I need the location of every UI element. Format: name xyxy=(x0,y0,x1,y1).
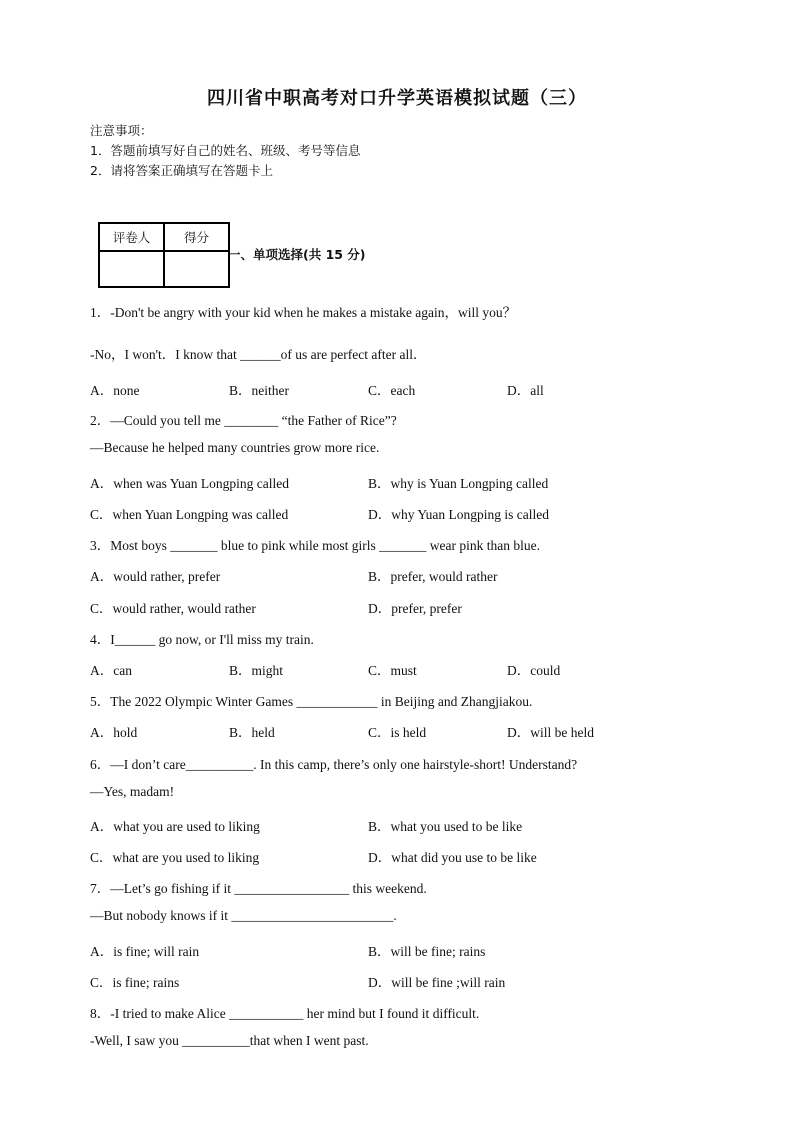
question-6-line-2: —Yes, madam! xyxy=(90,784,175,799)
question-3-option-c: C．would rather, would rather xyxy=(90,601,256,616)
question-2-option-c: C．when Yuan Longping was called xyxy=(90,507,289,522)
question-7-option-d: D．will be fine ;will rain xyxy=(368,975,506,990)
question-1-option-c: C．each xyxy=(368,383,416,398)
question-2-line-2: —Because he helped many countries grow more rice. xyxy=(90,440,380,455)
section-title: 一、单项选择(共 15 分) xyxy=(228,247,366,262)
question-5-option-c: C．is held xyxy=(368,725,427,740)
question-7-line-2: —But nobody knows if it ________________________. xyxy=(90,908,397,923)
question-3-option-d: D．prefer, prefer xyxy=(368,601,462,616)
question-1-option-a: A．none xyxy=(90,383,140,398)
question-2-option-b: B．why is Yuan Longping called xyxy=(368,476,549,491)
question-1-option-b: B．neither xyxy=(229,383,289,398)
score-table-grader-cell xyxy=(99,251,164,287)
question-1-stem: 1．-Don't be angry with your kid when he makes a mistake again，will you？ xyxy=(90,305,517,320)
question-4-option-b: B．might xyxy=(229,663,284,678)
question-3-option-a: A．would rather, prefer xyxy=(90,569,221,584)
score-table-score-cell xyxy=(164,251,229,287)
question-6-option-a: A．what you are used to liking xyxy=(90,819,260,834)
question-3-stem: 3．Most boys _______ blue to pink while most girls _______ wear pink than blue. xyxy=(90,538,540,553)
score-table xyxy=(98,222,230,288)
score-table-score-header: 得分 xyxy=(164,223,229,251)
question-1-option-d: D．all xyxy=(507,383,544,398)
note-item: 1．答题前填写好自己的姓名、班级、考号等信息 xyxy=(90,143,361,158)
score-table-grader-header: 评卷人 xyxy=(99,223,164,251)
question-2-option-a: A．when was Yuan Longping called xyxy=(90,476,289,491)
question-4-option-d: D．could xyxy=(507,663,561,678)
question-5-option-a: A．hold xyxy=(90,725,138,740)
question-6-option-d: D．what did you use to be like xyxy=(368,850,537,865)
question-1-line-2: -No，I won't．I know that ______of us are perfect after all． xyxy=(90,347,427,362)
notes-heading: 注意事项： xyxy=(90,123,153,138)
question-6-option-b: B．what you used to be like xyxy=(368,819,523,834)
question-8-stem: 8．-I tried to make Alice ___________ her mind but I found it difficult. xyxy=(90,1006,480,1021)
question-7-stem: 7．—Let’s go fishing if it _________________ this weekend. xyxy=(90,881,427,896)
question-3-option-b: B．prefer, would rather xyxy=(368,569,498,584)
question-4-option-a: A．can xyxy=(90,663,132,678)
question-4-stem: 4．I______ go now, or I'll miss my train. xyxy=(90,632,314,647)
question-6-option-c: C．what are you used to liking xyxy=(90,850,260,865)
note-item: 2．请将答案正确填写在答题卡上 xyxy=(90,163,273,178)
page-title: 四川省中职高考对口升学英语模拟试题（三） xyxy=(207,88,587,109)
question-5-option-b: B．held xyxy=(229,725,275,740)
question-5-option-d: D．will be held xyxy=(507,725,594,740)
question-2-option-d: D．why Yuan Longping is called xyxy=(368,507,549,522)
question-4-option-c: C．must xyxy=(368,663,417,678)
question-7-option-a: A．is fine; will rain xyxy=(90,944,200,959)
question-5-stem: 5．The 2022 Olympic Winter Games ____________ in Beijing and Zhangjiakou. xyxy=(90,694,533,709)
question-6-stem: 6．—I don’t care__________. In this camp, there’s only one hairstyle-short! Understand? xyxy=(90,757,578,772)
question-7-option-c: C．is fine; rains xyxy=(90,975,180,990)
question-8-line-2: -Well, I saw you __________that when I went past. xyxy=(90,1033,369,1048)
question-2-stem: 2．—Could you tell me ________ “the Father of Rice”? xyxy=(90,413,397,428)
question-7-option-b: B．will be fine; rains xyxy=(368,944,486,959)
